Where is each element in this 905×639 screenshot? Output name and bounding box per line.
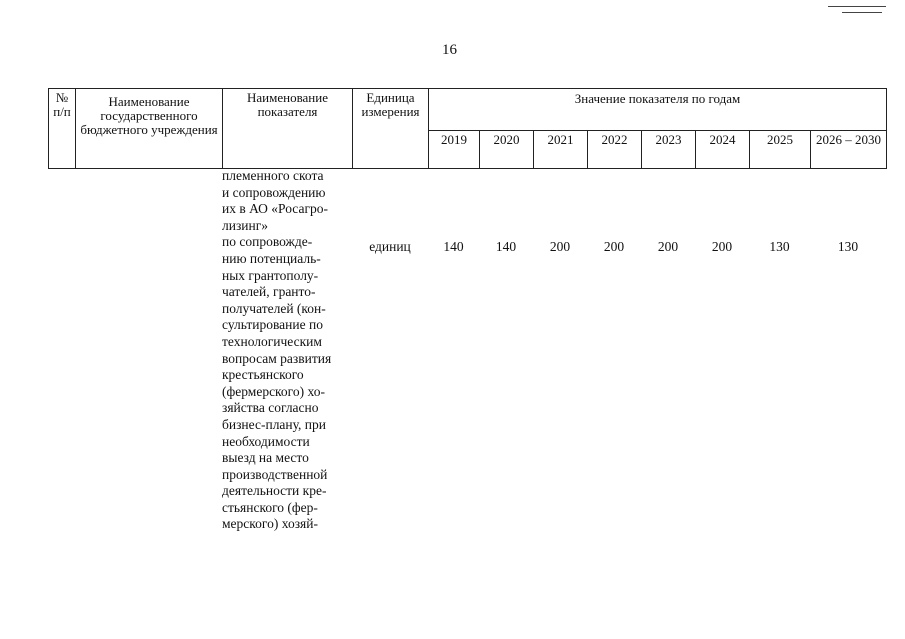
year-2022: 2022: [588, 131, 642, 169]
desc-line: их в АО «Росагро-: [222, 201, 328, 217]
value-2019: 140: [443, 239, 464, 254]
unit-value: единиц: [369, 239, 411, 254]
year-2021: 2021: [534, 131, 588, 169]
header-indicator: Наименование показателя: [223, 89, 353, 169]
corner-line-2: [842, 12, 882, 13]
desc-line: чателей, гранто-: [222, 284, 316, 300]
desc-line: деятельности кре-: [222, 483, 327, 499]
value-2022: 200: [603, 239, 625, 254]
corner-line-1: [828, 6, 886, 7]
desc-line: нию потенциаль-: [222, 250, 321, 266]
value-2023: 200: [657, 239, 679, 254]
desc-line: крестьянского: [222, 367, 304, 383]
page-number: 16: [442, 42, 457, 58]
year-2020: 2020: [480, 131, 534, 169]
header-values-group: Значение показателя по годам: [429, 89, 887, 131]
year-2023: 2023: [642, 131, 696, 169]
desc-line: по сопровожде-: [222, 234, 313, 250]
desc-line: вопросам развития: [222, 350, 332, 366]
year-2025: 2025: [750, 131, 811, 169]
header-unit: Единица измерения: [353, 89, 429, 169]
desc-line: технологическим: [222, 333, 322, 349]
desc-line: необходимости: [222, 433, 310, 449]
indicator-description: [222, 168, 352, 533]
year-2026-2030: 2026 – 2030: [811, 131, 887, 169]
value-2026-2030: 130: [837, 239, 859, 254]
indicator-table-header: [48, 88, 887, 169]
header-num: № п/п: [49, 89, 76, 169]
year-2019: 2019: [429, 131, 480, 169]
desc-line: сультирование по: [222, 317, 323, 333]
value-2021: 200: [549, 239, 571, 254]
year-2024: 2024: [696, 131, 750, 169]
desc-line: лизинг»: [222, 217, 269, 233]
desc-line: племенного скота: [222, 168, 324, 183]
header-institution: Наименование государственного бюджетного учреждения: [76, 89, 223, 169]
desc-line: и сопровождению: [222, 184, 326, 200]
value-2025: 130: [769, 239, 790, 254]
value-2024: 200: [711, 239, 733, 254]
desc-line: получателей (кон-: [222, 300, 326, 316]
desc-line: выезд на место: [222, 450, 309, 466]
desc-line: (фермерского) хо-: [222, 383, 325, 399]
desc-line: зяйства согласно: [222, 400, 319, 416]
value-2020: 140: [495, 239, 517, 254]
desc-line: стьянского (фер-: [222, 499, 318, 515]
desc-line: производственной: [222, 466, 328, 482]
desc-line: ных грантополу-: [222, 267, 319, 283]
desc-line: бизнес-плану, при: [222, 416, 326, 432]
desc-line: мерского) хозяй-: [222, 516, 318, 532]
